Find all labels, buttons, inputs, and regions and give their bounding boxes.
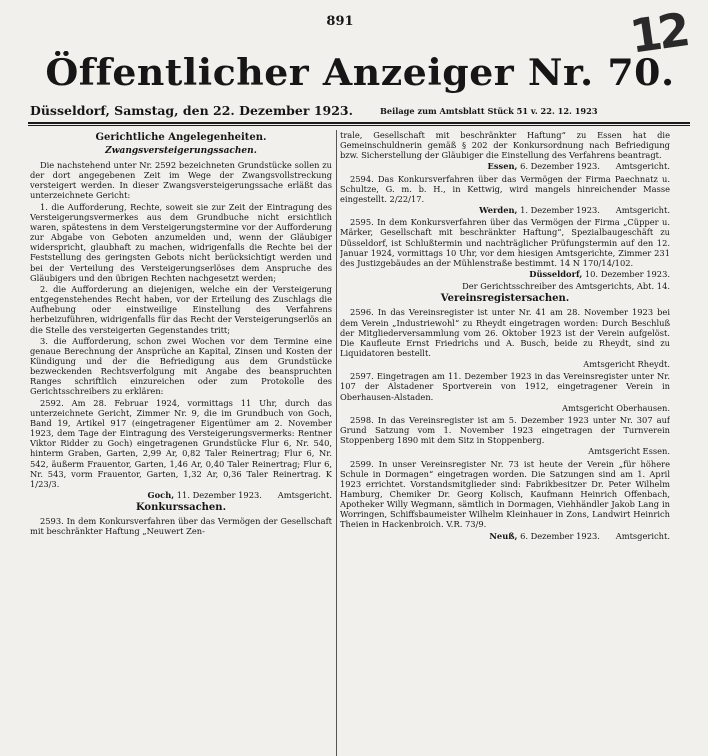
sign-place: Essen, — [487, 161, 518, 172]
foreclosure-item-3: 3. die Aufforderung, schon zwei Wochen vor dem Termine eine genaue Berechnung der Ansprüche an Kapital, Zinsen und Kosten der Kündigung und der die Befriedigung aus dem Grundstücke bezweckenden Rechtsverfolgung mit Angabe des beanspruchten Ranges schriftlich einzureichen oder zum Protokolle des Gerichtsschreibers zu erklären: — [30, 335, 332, 397]
supplement-note: Beilage zum Amtsblatt Stück 51 v. 22. 12. 1923 — [380, 106, 598, 116]
signature-2593 — [340, 161, 670, 171]
left-column — [30, 130, 332, 756]
masthead-title: Öffentlicher Anzeiger Nr. 70. — [45, 52, 675, 94]
column-divider — [336, 130, 337, 756]
entry-2594: 2594. Das Konkursverfahren über das Vermögen der Firma Paechnatz u. Schultze, G. m. b. H., in Kettwig, wird mangels hinreichender Masse eingestellt. 2/22/17. — [340, 173, 670, 204]
sign-date: 6. Dezember 1923. — [520, 161, 600, 172]
sign-place: Düsseldorf, — [529, 269, 583, 280]
sign-court: Amtsgericht. — [277, 490, 332, 500]
header-rule-thin — [28, 125, 690, 126]
signature-2595-clerk: Der Gerichtsschreiber des Amtsgerichts, Abt. 14. — [462, 281, 670, 292]
entry-2595: 2595. In dem Konkursverfahren über das Vermögen der Firma „Cüpper u. Märker, Gesellschaft mit beschränkter Haftung“, Spezialbaugeschäft zu Düsseldorf, ist Schlußtermin und nachträglicher Prüfungstermin auf den 12. Januar 1924, vormittags 10 Uhr, vor dem hiesigen Amtsgerichte, Zimmer 231 des Justizgebäudes an der Mühlenstraße bestimmt. 14 N 170/14/102. — [340, 217, 670, 268]
sign-date: 1. Dezember 1923. — [520, 205, 600, 216]
signature-2595 — [340, 269, 670, 279]
signature-2598: Amtsgericht Essen. — [588, 446, 670, 457]
section-title-associations: Vereinsregistersachen. — [440, 293, 570, 305]
section-title-bankruptcy: Konkurssachen. — [135, 502, 227, 514]
sign-court: Amtsgericht. — [615, 205, 670, 216]
sign-court: Amtsgericht. — [615, 530, 670, 541]
subsection-title-foreclosure: Zwangsversteigerungssachen. — [105, 146, 257, 156]
foreclosure-intro: Die nachstehend unter Nr. 2592 bezeichneten Grundstücke sollen zu der dort angegebenen Zeit im Wege der Zwangsvollstreckung versteigert werden. In dieser Zwangsversteigerungssache erläßt das unterzeichnete Gericht: — [30, 160, 332, 201]
dateline: Düsseldorf, Samstag, den 22. Dezember 1923. — [30, 103, 353, 118]
entry-2598: 2598. In das Vereinsregister ist am 5. Dezember 1923 unter Nr. 307 auf Grund Satzung vom 1. November 1923 eingetragen der Turnverein Stoppenberg 1890 mit dem Sitz in Stoppenberg. — [340, 414, 670, 446]
signature-2592 — [30, 490, 332, 500]
header-rule-thick — [28, 122, 690, 124]
section-title-court: Gerichtliche Angelegenheiten. — [95, 132, 267, 143]
foreclosure-item-2: 2. die Aufforderung an diejenigen, welche ein der Versteigerung entgegenstehendes Recht haben, vor der Erteilung des Zuschlags die Aufhebung oder einstweilige Einstellung des Verfahrens herbeizuführen, widrigenfalls für das Recht der Versteigerungserlös an die Stelle des versteigerten Gegenstandes tritt; — [30, 283, 332, 335]
foreclosure-item-1: 1. die Aufforderung, Rechte, soweit sie zur Zeit der Eintragung des Versteigerungsvermerkes aus dem Grundbuche nicht ersichtlich waren, spätestens in dem Versteigerungstermine vor der Aufforderung zur Abgabe von Geboten anzumelden und, wenn der Gläubiger widerspricht, glaubhaft zu machen, widrigenfalls die Rechte bei der Feststellung des geringsten Gebots nicht berücksichtigt werden und bei der Verteilung des Versteigerungserlöses dem Anspruche des Gläubigers und den übrigen Rechten nachgesetzt werden; — [30, 201, 332, 283]
entry-2599: 2599. In unser Vereinsregister Nr. 73 ist heute der Verein „für höhere Schule in Dormagen“ eingetragen worden. Die Satzungen sind am 1. April 1923 errichtet. Vorstandsmitglieder sind: Fabrikbesitzer Dr. Peter Wilhelm Hamburg, Chemiker Dr. Georg Kolisch, Kaufmann Heinrich Offenbach, Apotheker Willy Wegmann, sämtlich in Dormagen, Viehhändler Jakob Lang in Worringen, Schiffsbaumeister Wilhelm Kleinhauer in Zons, Landwirt Heinrich Theien in Hackenbroich. V.R. 73/9. — [340, 458, 670, 530]
signature-2599 — [340, 531, 670, 541]
sign-place: Goch, — [147, 490, 175, 500]
entry-2593-continued: trale, Gesellschaft mit beschränkter Haftung“ zu Essen hat die Gemeinschuldnerin gemäß § 202 der Konkursordnung nach Befriedigung bzw. Sicherstellung der Gläubiger die Einstellung des Verfahrens beantragt. — [340, 130, 670, 161]
sign-place: Werden, — [479, 205, 518, 216]
entry-2593: 2593. In dem Konkursverfahren über das Vermögen der Gesellschaft mit beschränkter Haftung „Neuwert Zen- — [30, 516, 332, 537]
page-number: 891 — [326, 14, 354, 29]
signature-2594 — [340, 205, 670, 215]
handwritten-note: 12 — [626, 2, 690, 64]
sign-court: Amtsgericht. — [615, 161, 670, 172]
signature-2596: Amtsgericht Rheydt. — [583, 359, 670, 370]
entry-2596: 2596. In das Vereinsregister ist unter Nr. 41 am 28. November 1923 bei dem Verein „Industriewohl“ zu Rheydt eingetragen worden: Durch Beschluß der Mitgliederversammlung vom 26. Oktober 1923 ist der Verein aufgelöst. Die Kaufleute Ernst Friedrichs und A. Busch, beide zu Rheydt, sind zu Liquidatoren bestellt. — [340, 307, 670, 358]
sign-date: 10. Dezember 1923. — [584, 269, 670, 280]
sign-date: 11. Dezember 1923. — [176, 490, 262, 500]
sign-place: Neuß, — [489, 530, 518, 541]
entry-2597: 2597. Eingetragen am 11. Dezember 1923 in das Vereinsregister unter Nr. 107 der Alstadener Sportverein von 1912, eingetragener Verein in Oberhausen-Alstaden. — [340, 371, 670, 402]
entry-2592: 2592. Am 28. Februar 1924, vormittags 11 Uhr, durch das unterzeichnete Gericht, Zimmer Nr. 9, die im Grundbuch von Goch, Band 19, Artikel 917 (eingetragener Eigentümer am 2. November 1923, dem Tage der Eintragung des Versteigerungsvermerks: Rentner Viktor Ridder zu Goch) eingetragenen Grundstücke Flur 6, Nr. 540, hinterm Graben, Garten, 2,99 Ar, 0,82 Taler Reinertrag; Flur 6, Nr. 542, äußerm Frauentor, Garten, 1,46 Ar, 0,40 Taler Reinertrag; Flur 6, Nr. 543, vorm Frauentor, Garten, 1,32 Ar, 0,36 Taler Reinertrag. K 1/23/3. — [30, 397, 332, 489]
signature-2597: Amtsgericht Oberhausen. — [561, 402, 670, 413]
right-column — [340, 130, 670, 756]
sign-date: 6. Dezember 1923. — [520, 530, 600, 541]
